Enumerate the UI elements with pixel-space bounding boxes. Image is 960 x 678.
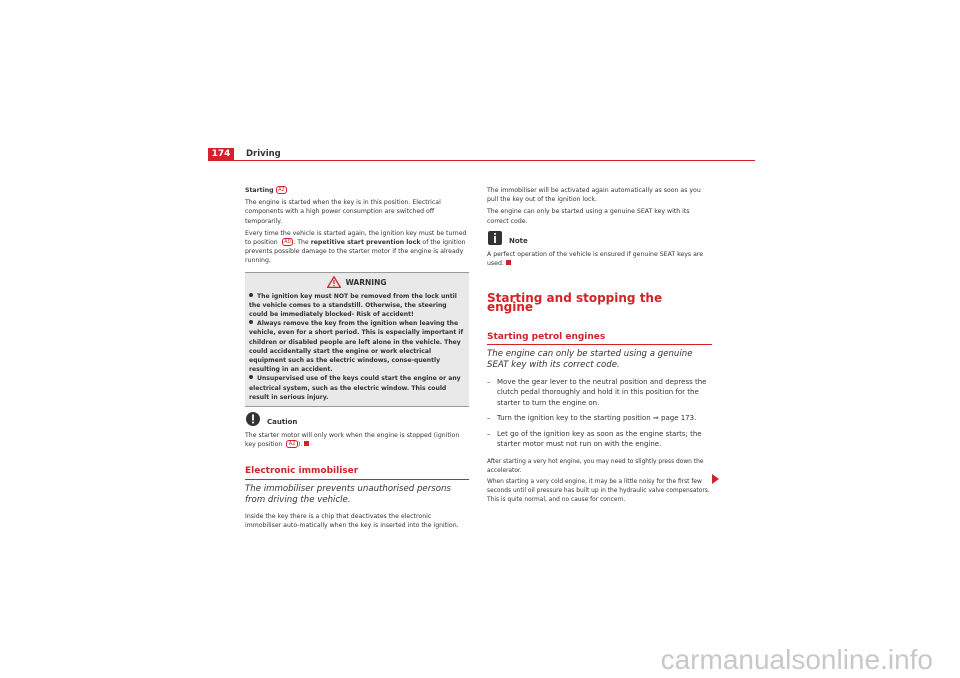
- caution-heading: [245, 415, 469, 429]
- starting-description: The engine is started when the key is in this position. Electrical components with a high power consumption are switched off temporarily.: [245, 199, 441, 225]
- immobiliser-lead: The immobiliser prevents unauthorised persons from driving the vehicle.: [245, 483, 451, 505]
- chapter-title: Starting and stopping the engine: [487, 291, 663, 315]
- left-column: [245, 186, 469, 533]
- header-rule: [208, 160, 755, 161]
- step-text: Let go of the ignition key as soon as the engine starts; the starter motor must not run on with the engine.: [497, 429, 702, 449]
- immobiliser-paragraph: Inside the key there is a chip that deactivates the electronic immobiliser auto-matically when the key is inserted into the ignition.: [245, 512, 459, 529]
- starting-repeat-paragraph: [245, 229, 469, 266]
- warning-item-text: Unsupervised use of the keys could start the engine or any electrical system, such as the electric window. This could result in serious injury.: [249, 375, 461, 401]
- starting-paragraph-title: [245, 186, 469, 195]
- note-title: Note: [509, 236, 528, 245]
- instruction-step: [487, 413, 712, 424]
- section-end-marker-icon: [304, 441, 309, 446]
- instruction-step: [487, 377, 712, 409]
- caution-text: [245, 431, 469, 449]
- right-column: [487, 186, 712, 508]
- warning-heading: [249, 276, 465, 288]
- bullet-icon: [249, 375, 253, 379]
- warning-box: [245, 272, 469, 407]
- note-text: [487, 250, 712, 268]
- text-fragment: A perfect operation of the vehicle is ensured if genuine SEAT keys are used.: [487, 250, 704, 268]
- position-ref-badge: A2: [276, 186, 288, 194]
- immobiliser-paragraph: The immobiliser will be activated again automatically as soon as you pull the key out of the ignition lock.: [487, 187, 701, 204]
- step-text: Turn the ignition key to the starting position ⇒ page 173.: [497, 414, 697, 423]
- warning-title: WARNING: [345, 277, 387, 287]
- text-fragment: The starter motor will only work when the engine is stopped (ignition key position: [245, 432, 460, 449]
- text-fragment: ).: [297, 441, 303, 449]
- warning-item: [249, 319, 465, 374]
- after-start-paragraph: After starting a very hot engine, you may need to slightly press down the accelerator.: [487, 458, 704, 474]
- page-number-tab: 174: [208, 148, 234, 161]
- position-ref-badge: A0: [282, 238, 294, 246]
- immobiliser-paragraph: The engine can only be started using a genuine SEAT key with its correct code.: [487, 208, 690, 225]
- step-text: Move the gear lever to the neutral position and depress the clutch pedal thoroughly and hold it in this position for the starter to turn the engine on.: [497, 377, 707, 407]
- text-fragment: of the ignition prevents possible damage to the starter motor if the engine is already running.: [245, 239, 466, 265]
- petrol-lead: The engine can only be started using a genuine SEAT key with its correct code.: [487, 348, 693, 370]
- text-fragment: Every time the vehicle is started again, the ignition key must be turned to position: [245, 229, 467, 247]
- caution-icon: [245, 411, 261, 427]
- after-start-paragraph: When starting a very cold engine, it may be a little noisy for the first few seconds until oil pressure has built up in the hydraulic valve compensators. This is quite normal, and no cause for concern.: [487, 479, 710, 504]
- warning-item: [249, 292, 465, 320]
- caution-title: Caution: [267, 418, 298, 427]
- repetitive-start-lock-term: repetitive start prevention lock: [310, 239, 421, 247]
- warning-item-text: Always remove the key from the ignition when leaving the vehicle, even for a short period. This is especially important if children or disabled people are left alone in the vehicle. They could accidentally start the engine or work electrical equipment such as the electric windows, conse-quently resulting in an accident.: [249, 320, 464, 374]
- bullet-icon: [249, 320, 253, 324]
- immobiliser-heading: Electronic immobiliser: [245, 467, 469, 479]
- step-dash: –: [487, 377, 491, 386]
- text-fragment: . The: [293, 239, 309, 247]
- note-heading: [487, 234, 712, 248]
- watermark: carmanualsonline.info: [660, 644, 933, 675]
- running-header-title: Driving: [246, 149, 281, 159]
- instruction-step: [487, 429, 712, 450]
- section-end-marker-icon: [506, 260, 511, 265]
- warning-item-text: The ignition key must NOT be removed from the lock until the vehicle comes to a standstill. Otherwise, the steering could be immediately blocked- Risk of accident!: [249, 292, 457, 319]
- starting-title: Starting: [245, 187, 274, 194]
- bullet-icon: [249, 293, 253, 297]
- position-ref-badge: A2: [286, 440, 298, 448]
- note-icon: [487, 230, 503, 246]
- petrol-heading: Starting petrol engines: [487, 333, 712, 345]
- warning-item: [249, 374, 465, 402]
- warning-triangle-icon: [327, 276, 341, 288]
- step-dash: –: [487, 414, 491, 423]
- step-dash: –: [487, 429, 491, 438]
- continue-arrow-icon: [712, 474, 719, 484]
